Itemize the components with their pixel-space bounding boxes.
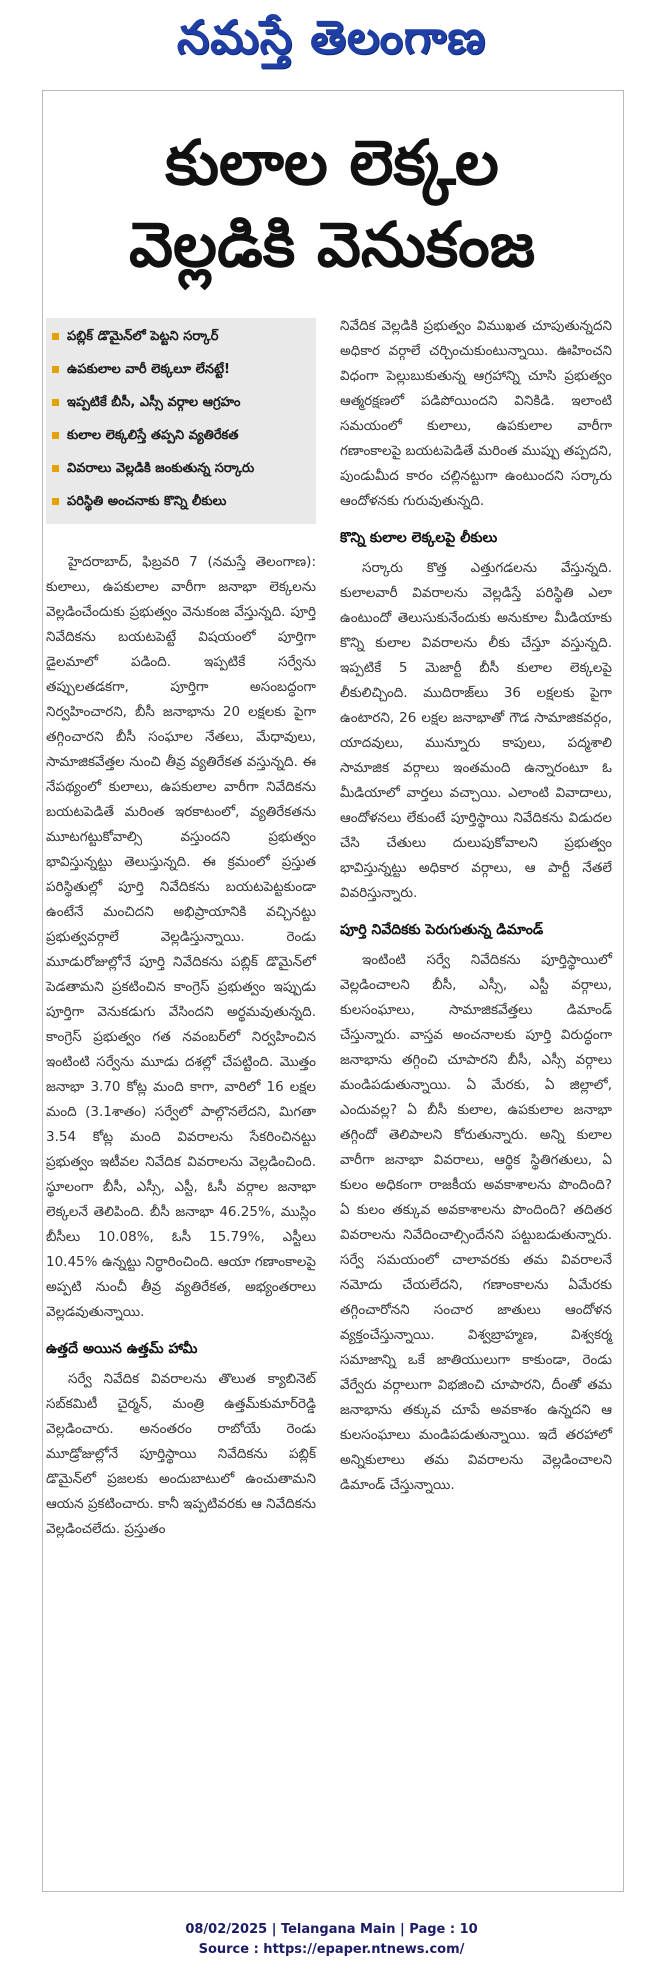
page-footer	[0, 1920, 663, 1960]
highlight-item	[46, 388, 316, 421]
highlight-item	[46, 454, 316, 487]
paragraph: ఇంటింటి సర్వే నివేదికను పూర్తిస్థాయిలో వెల్లడించాలని బీసీ, ఎస్సీ, ఎస్టీ వర్గాలు, కులసంఘాలు, సామాజికవేత్తలు డిమాండ్ చేస్తున్నారు. వాస్తవ అంచనాలకు పూర్తి విరుద్ధంగా జనాభాను తగ్గించి చూపారని బీసీ, ఎస్సీ వర్గాలు మండిపడుతున్నాయి. ఏ మేరకు, ఏ జిల్లాలో, ఎందువల్ల? ఏ బీసీ కులాల, ఉపకులాల జనాభా తగ్గిందో తెలిపాలని కోరుతున్నారు. అన్ని కులాల వారీగా జనాభా వివరాలు, ఆర్థిక స్థితిగతులు, ఏ కులం అధికంగా రాజకీయ అవకాశాలను పొందింది? ఏ కులం తక్కువ అవకాశాలను పొందింది? తదితర వివరాలను నివేదించాల్సిందేనని పట్టుబడుతున్నారు. సర్వే సమయంలో చాలావరకు తమ వివరాలనే నమోదు చేయలేదని, గణాంకాలను ఏమేరకు తగ్గించారోనని సంచార జాతులు ఆందోళన వ్యక్తంచేస్తున్నాయి. విశ్వబ్రాహ్మణ, విశ్వకర్మ సమాజాన్ని ఒకే జాతియులుగా కాకుండా, రెండు వేర్వేరు వర్గాలుగా విభజించి చూపారని, దీంతో తమ జనాభాను తక్కువ చూపే అవకాశం ఉన్నదని ఆ కులసంఘాలు మండిపడుతున్నాయి. ఇదే తరహాలో అన్నికులాలు తమ వివరాలను వెల్లడించాలని డిమాండ్ చేస్తున్నాయి.	[340, 952, 612, 1493]
headline-line-2: వెల్లడికి వెనుకంజ	[128, 208, 536, 281]
highlight-text: పబ్లిక్ డొమైన్‌లో పెట్టని సర్కార్	[67, 329, 219, 344]
highlight-text: పరిస్థితి అంచనాకు కొన్ని లీకులు	[67, 494, 227, 509]
highlight-item	[46, 487, 316, 520]
highlight-item	[46, 355, 316, 388]
highlights-box	[46, 318, 316, 524]
bullet-square-icon	[52, 399, 59, 406]
bullet-square-icon	[52, 432, 59, 439]
article-headline	[42, 122, 622, 286]
subheading: కొన్ని కులాల లెక్కలపై లీకులు	[340, 530, 498, 546]
paragraph: హైదరాబాద్, ఫిబ్రవరి 7 (నమస్తే తెలంగాణ): కులాలు, ఉపకులాల వారీగా జనాభా లెక్కలను వెల్లడించేందుకు ప్రభుత్వం వెనుకంజ వేస్తున్నది. పూర్తి నివేదికను బయటపెట్టే విషయంలో పూర్తిగా డైలమాలో పడింది. ఇప్పటికే సర్వేను తప్పులతడకగా, పూర్తిగా అసంబద్ధంగా నిర్వహించారని, బీసీ జనాభాను 20 లక్షలకు పైగా తగ్గించారని బీసీ సంఘాల నేతలు, మేధావులు, సామాజికవేత్తల నుంచి తీవ్ర వ్యతిరేకత వస్తున్నది. ఈ నేపథ్యంలో కులాలు, ఉపకులాల వారీగా నివేదికను బయటపెడితే మరింత ఇరకాటంలో, వ్యతిరేకతను మూటగట్టుకోవాల్సి వస్తుందని ప్రభుత్వం భావిస్తున్నట్టు తెలుస్తున్నది. ఈ క్రమంలో ప్రస్తుత పరిస్థితుల్లో పూర్తి నివేదికను బయటపెట్టకుండా ఉంటేనే మంచిదని అభిప్రాయానికి వచ్చినట్టు ప్రభుత్వవర్గాలే వెల్లడిస్తున్నాయి. రెండు మూడురోజుల్లోనే పూర్తి నివేదికను పబ్లిక్ డొమైన్‌లో పెడతామని ప్రకటించిన కాంగ్రెస్ ప్రభుత్వం ఇప్పుడు పూర్తిగా వెనుకడుగు వేసిందని అర్థమవుతున్నది. కాంగ్రెస్ ప్రభుత్వం గత నవంబర్‌లో నిర్వహించిన ఇంటింటి సర్వేను మూడు దశల్లో చేపట్టింది. మొత్తం జనాభా 3.70 కోట్ల మంది కాగా, వారిలో 16 లక్షల మంది (3.1శాతం) సర్వేలో పాల్గొనలేదని, మిగతా 3.54 కోట్ల మంది వివరాలను సేకరించినట్టు ప్రభుత్వం ఇటీవల నివేదిక వివరాలను వెల్లడించింది. స్థూలంగా బీసీ, ఎస్సీ, ఎస్టీ, ఓసీ వర్గాల జనాభా లెక్కలనే తెలిపింది. బీసీ జనాభా 46.25%, ముస్లిం బీసీలు 10.08%, ఓసీ 15.79%, ఎస్టీలు 10.45% ఉన్నట్టు నిర్ధారించింది. ఆయా గణాంకాలపై అప్పటి నుంచీ తీవ్ర వ్యతిరేకత, అభ్యంతరాలు వెల్లడవుతున్నాయి.	[46, 554, 316, 1320]
subheading: ఉత్తదే అయిన ఉత్తమ్ హామీ	[46, 1341, 198, 1357]
highlight-text: ఇప్పటికే బీసీ, ఎస్సీ వర్గాల ఆగ్రహం	[67, 395, 241, 410]
headline-line-1: కులాల లెక్కల	[165, 126, 499, 199]
article-column-left	[46, 550, 316, 1542]
bullet-square-icon	[52, 366, 59, 373]
highlight-item	[46, 421, 316, 454]
highlight-text: వివరాలు వెల్లడికి జంకుతున్న సర్కారు	[67, 461, 255, 476]
source-link[interactable]: Source : https://epaper.ntnews.com/	[198, 1942, 465, 1957]
subheading: పూర్తి నివేదికకు పెరుగుతున్న డిమాండ్	[340, 922, 544, 938]
paragraph: సర్వే నివేదిక వివరాలను తొలుత క్యాబినెట్ సబ్‌కమిటీ చైర్మన్, మంత్రి ఉత్తమ్‌కుమార్‌రెడ్డి వెల్లడించారు. అనంతరం రాబోయే రెండు మూడ్రోజుల్లోనే పూర్తిస్థాయి నివేదికను పబ్లిక్ డొమైన్‌లో ప్రజలకు అందుబాటులో ఉంచుతామని ఆయన ప్రకటించారు. కానీ ఇప్పటివరకు ఆ నివేదికను వెల్లడించలేదు. ప్రస్తుతం	[46, 1371, 316, 1537]
bullet-square-icon	[52, 465, 59, 472]
edition-info: 08/02/2025 | Telangana Main | Page : 10	[185, 1922, 478, 1937]
masthead	[0, 6, 663, 72]
highlight-text: ఉపకులాల వారీ లెక్కలూ లేనట్టే!	[67, 362, 230, 377]
highlight-item	[46, 322, 316, 355]
highlight-text: కులాల లెక్కలిస్తే తప్పని వ్యతిరేకత	[67, 428, 239, 443]
paragraph: సర్కారు కొత్త ఎత్తుగడలను వేస్తున్నది. కులాలవారీ వివరాలను వెల్లడిస్తే పరిస్థితి ఎలా ఉంటుందో తెలుసుకునేందుకు అనుకూల మీడియాకు కొన్ని కులాల వివరాలను లీకు చేస్తూ వస్తున్నది. ఇప్పటికే 5 మెజార్టీ బీసీ కులాల లెక్కలపై లీకులిచ్చింది. ముదిరాజ్‌లు 36 లక్షలకు పైగా ఉంటారని, 26 లక్షల జనాభాతో గౌడ సామాజికవర్గం, యాదవులు, మున్నూరు కాపులు, పద్మశాలి సామాజిక వర్గాలు ఇంతమంది ఉన్నారంటూ ఓ మీడియాలో వార్తలు వచ్చాయి. ఎలాంటి వివాదాలు, ఆందోళనలు లేకుంటే పూర్తిస్థాయి నివేదికను విడుదల చేసి చేతులు దులుపుకోవాలని ప్రభుత్వం భావిస్తున్నట్టు అధికార వర్గాలు, ఆ పార్టీ నేతలే వివరిస్తున్నారు.	[340, 560, 612, 901]
newspaper-logo: నమస్తే తెలంగాణ	[176, 10, 487, 64]
article-column-right	[340, 314, 612, 1498]
bullet-square-icon	[52, 333, 59, 340]
paragraph: నివేదిక వెల్లడికి ప్రభుత్వం విముఖత చూపుతున్నదని అధికార వర్గాలే చర్చించుకుంటున్నాయి. ఊహించని విధంగా పెల్లుబుకుతున్న ఆగ్రహాన్ని చూసి ప్రభుత్వం ఆత్మరక్షణలో పడిపోయిందని వినికిడి. ఇలాంటి సమయంలో కులాలు, ఉపకులాల వారీగా గణాంకాలపై బయటపెడితే మరింత ముప్పు తప్పదని, పుండుమీద కారం చల్లినట్టుగా ఉంటుందని సర్కారు ఆందోళనకు గురువుతున్నది.	[340, 318, 612, 509]
bullet-square-icon	[52, 498, 59, 505]
